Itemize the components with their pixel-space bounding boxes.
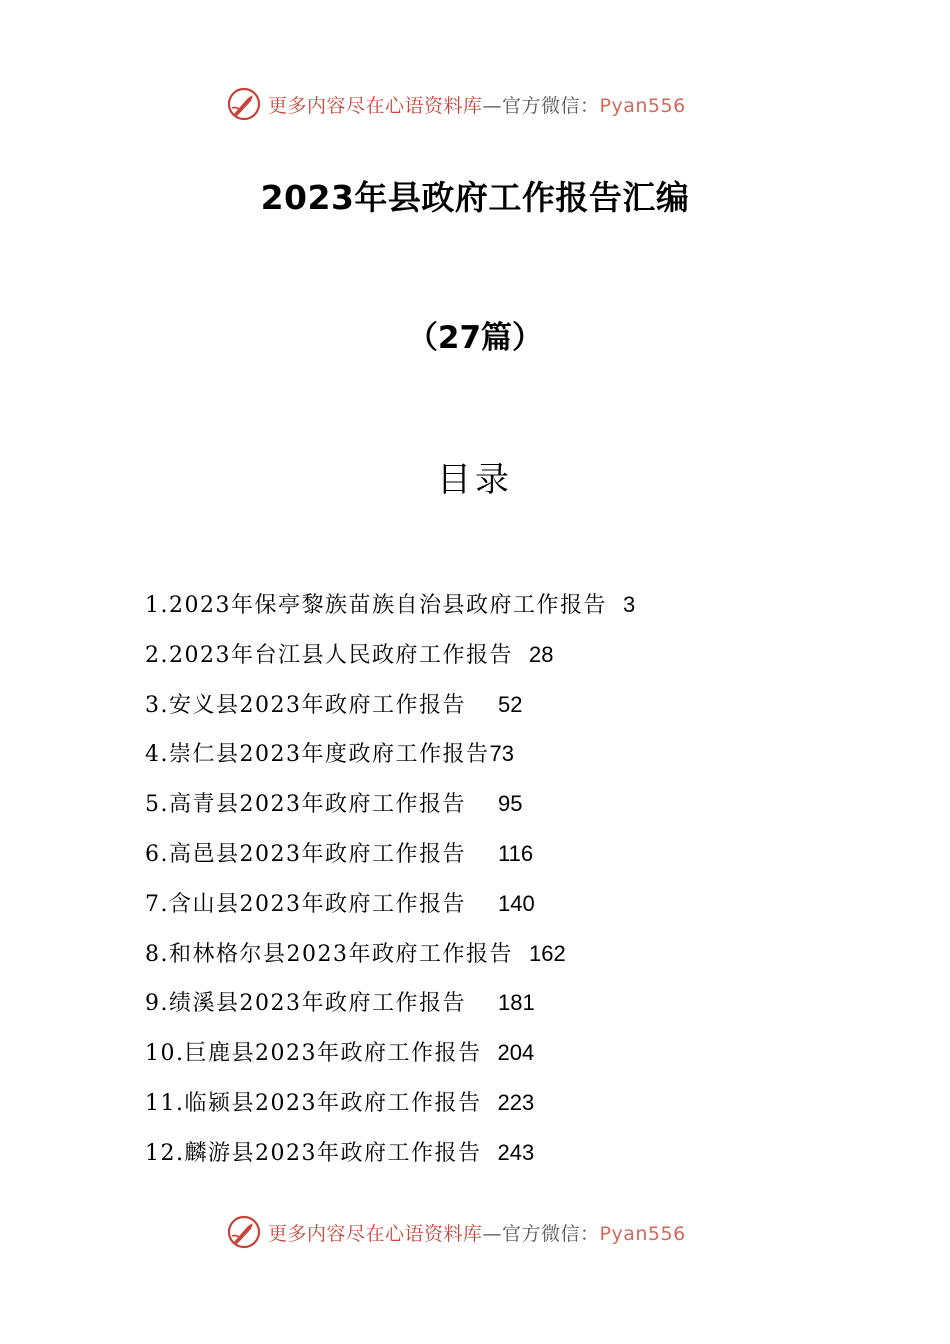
header-watermark xyxy=(226,84,686,124)
toc-entry-page: 3 xyxy=(622,592,636,617)
watermark-text xyxy=(268,91,686,118)
toc-entry-title: 7.含山县2023年政府工作报告 xyxy=(145,891,466,917)
toc-entry-page: 243 xyxy=(497,1139,535,1165)
toc-entry-title: 3.安义县2023年政府工作报告 xyxy=(145,692,466,718)
toc-entry[interactable] xyxy=(145,583,635,633)
toc-entry-page: 116 xyxy=(497,840,534,866)
toc-entry-title: 12.麟游县2023年政府工作报告 xyxy=(145,1140,482,1166)
document-title: 2023年县政府工作报告汇编 xyxy=(260,178,690,217)
toc-entry[interactable] xyxy=(145,1131,635,1181)
toc-entry-title: 2.2023年台江县人民政府工作报告 xyxy=(145,642,513,668)
toc-entry-page: 204 xyxy=(497,1040,535,1066)
toc-entry[interactable] xyxy=(145,1081,635,1131)
toc-entry[interactable] xyxy=(145,832,635,882)
toc-entry-page: 28 xyxy=(528,641,554,667)
toc-heading: 目录 xyxy=(437,460,513,500)
toc-entry-page: 140 xyxy=(497,890,535,916)
table-of-contents xyxy=(145,583,635,1181)
watermark-handle: Pyan556 xyxy=(599,1222,686,1245)
watermark-site-name: 更多内容尽在心语资料库 xyxy=(268,94,483,117)
toc-entry-title: 10.巨鹿县2023年政府工作报告 xyxy=(145,1041,482,1067)
toc-entry-title: 8.和林格尔县2023年政府工作报告 xyxy=(145,941,513,967)
toc-entry-title: 4.崇仁县2023年度政府工作报告 xyxy=(145,742,490,768)
toc-entry-page: 73 xyxy=(489,741,514,767)
toc-entry[interactable] xyxy=(145,782,635,832)
toc-entry-page: 181 xyxy=(497,990,535,1016)
watermark-wechat-label: —官方微信： xyxy=(482,94,600,117)
watermark-wechat-label: —官方微信： xyxy=(482,1222,600,1245)
toc-entry-title: 11.临颍县2023年政府工作报告 xyxy=(145,1090,482,1116)
document-subtitle: （27篇） xyxy=(406,320,544,356)
watermark-text xyxy=(268,1219,686,1246)
toc-entry[interactable] xyxy=(145,633,635,683)
toc-entry-title: 6.高邑县2023年政府工作报告 xyxy=(145,841,466,867)
pen-nib-logo-icon xyxy=(226,86,262,122)
toc-entry[interactable] xyxy=(145,932,635,982)
toc-entry[interactable] xyxy=(145,882,635,932)
watermark-handle: Pyan556 xyxy=(599,94,686,117)
toc-entry-page: 223 xyxy=(497,1089,535,1115)
pen-nib-logo-icon xyxy=(226,1214,262,1250)
toc-entry-title: 1.2023年保亭黎族苗族自治县政府工作报告 xyxy=(145,593,607,618)
toc-entry[interactable] xyxy=(145,732,635,782)
toc-entry[interactable] xyxy=(145,981,635,1031)
toc-entry-page: 162 xyxy=(528,940,566,966)
toc-entry-page: 52 xyxy=(497,691,523,717)
toc-entry[interactable] xyxy=(145,1031,635,1081)
toc-entry-title: 5.高青县2023年政府工作报告 xyxy=(145,792,466,818)
toc-entry[interactable] xyxy=(145,683,635,733)
watermark-site-name: 更多内容尽在心语资料库 xyxy=(268,1222,483,1245)
toc-entry-title: 9.绩溪县2023年政府工作报告 xyxy=(145,991,466,1017)
footer-watermark xyxy=(226,1212,686,1252)
toc-entry-page: 95 xyxy=(497,791,523,817)
